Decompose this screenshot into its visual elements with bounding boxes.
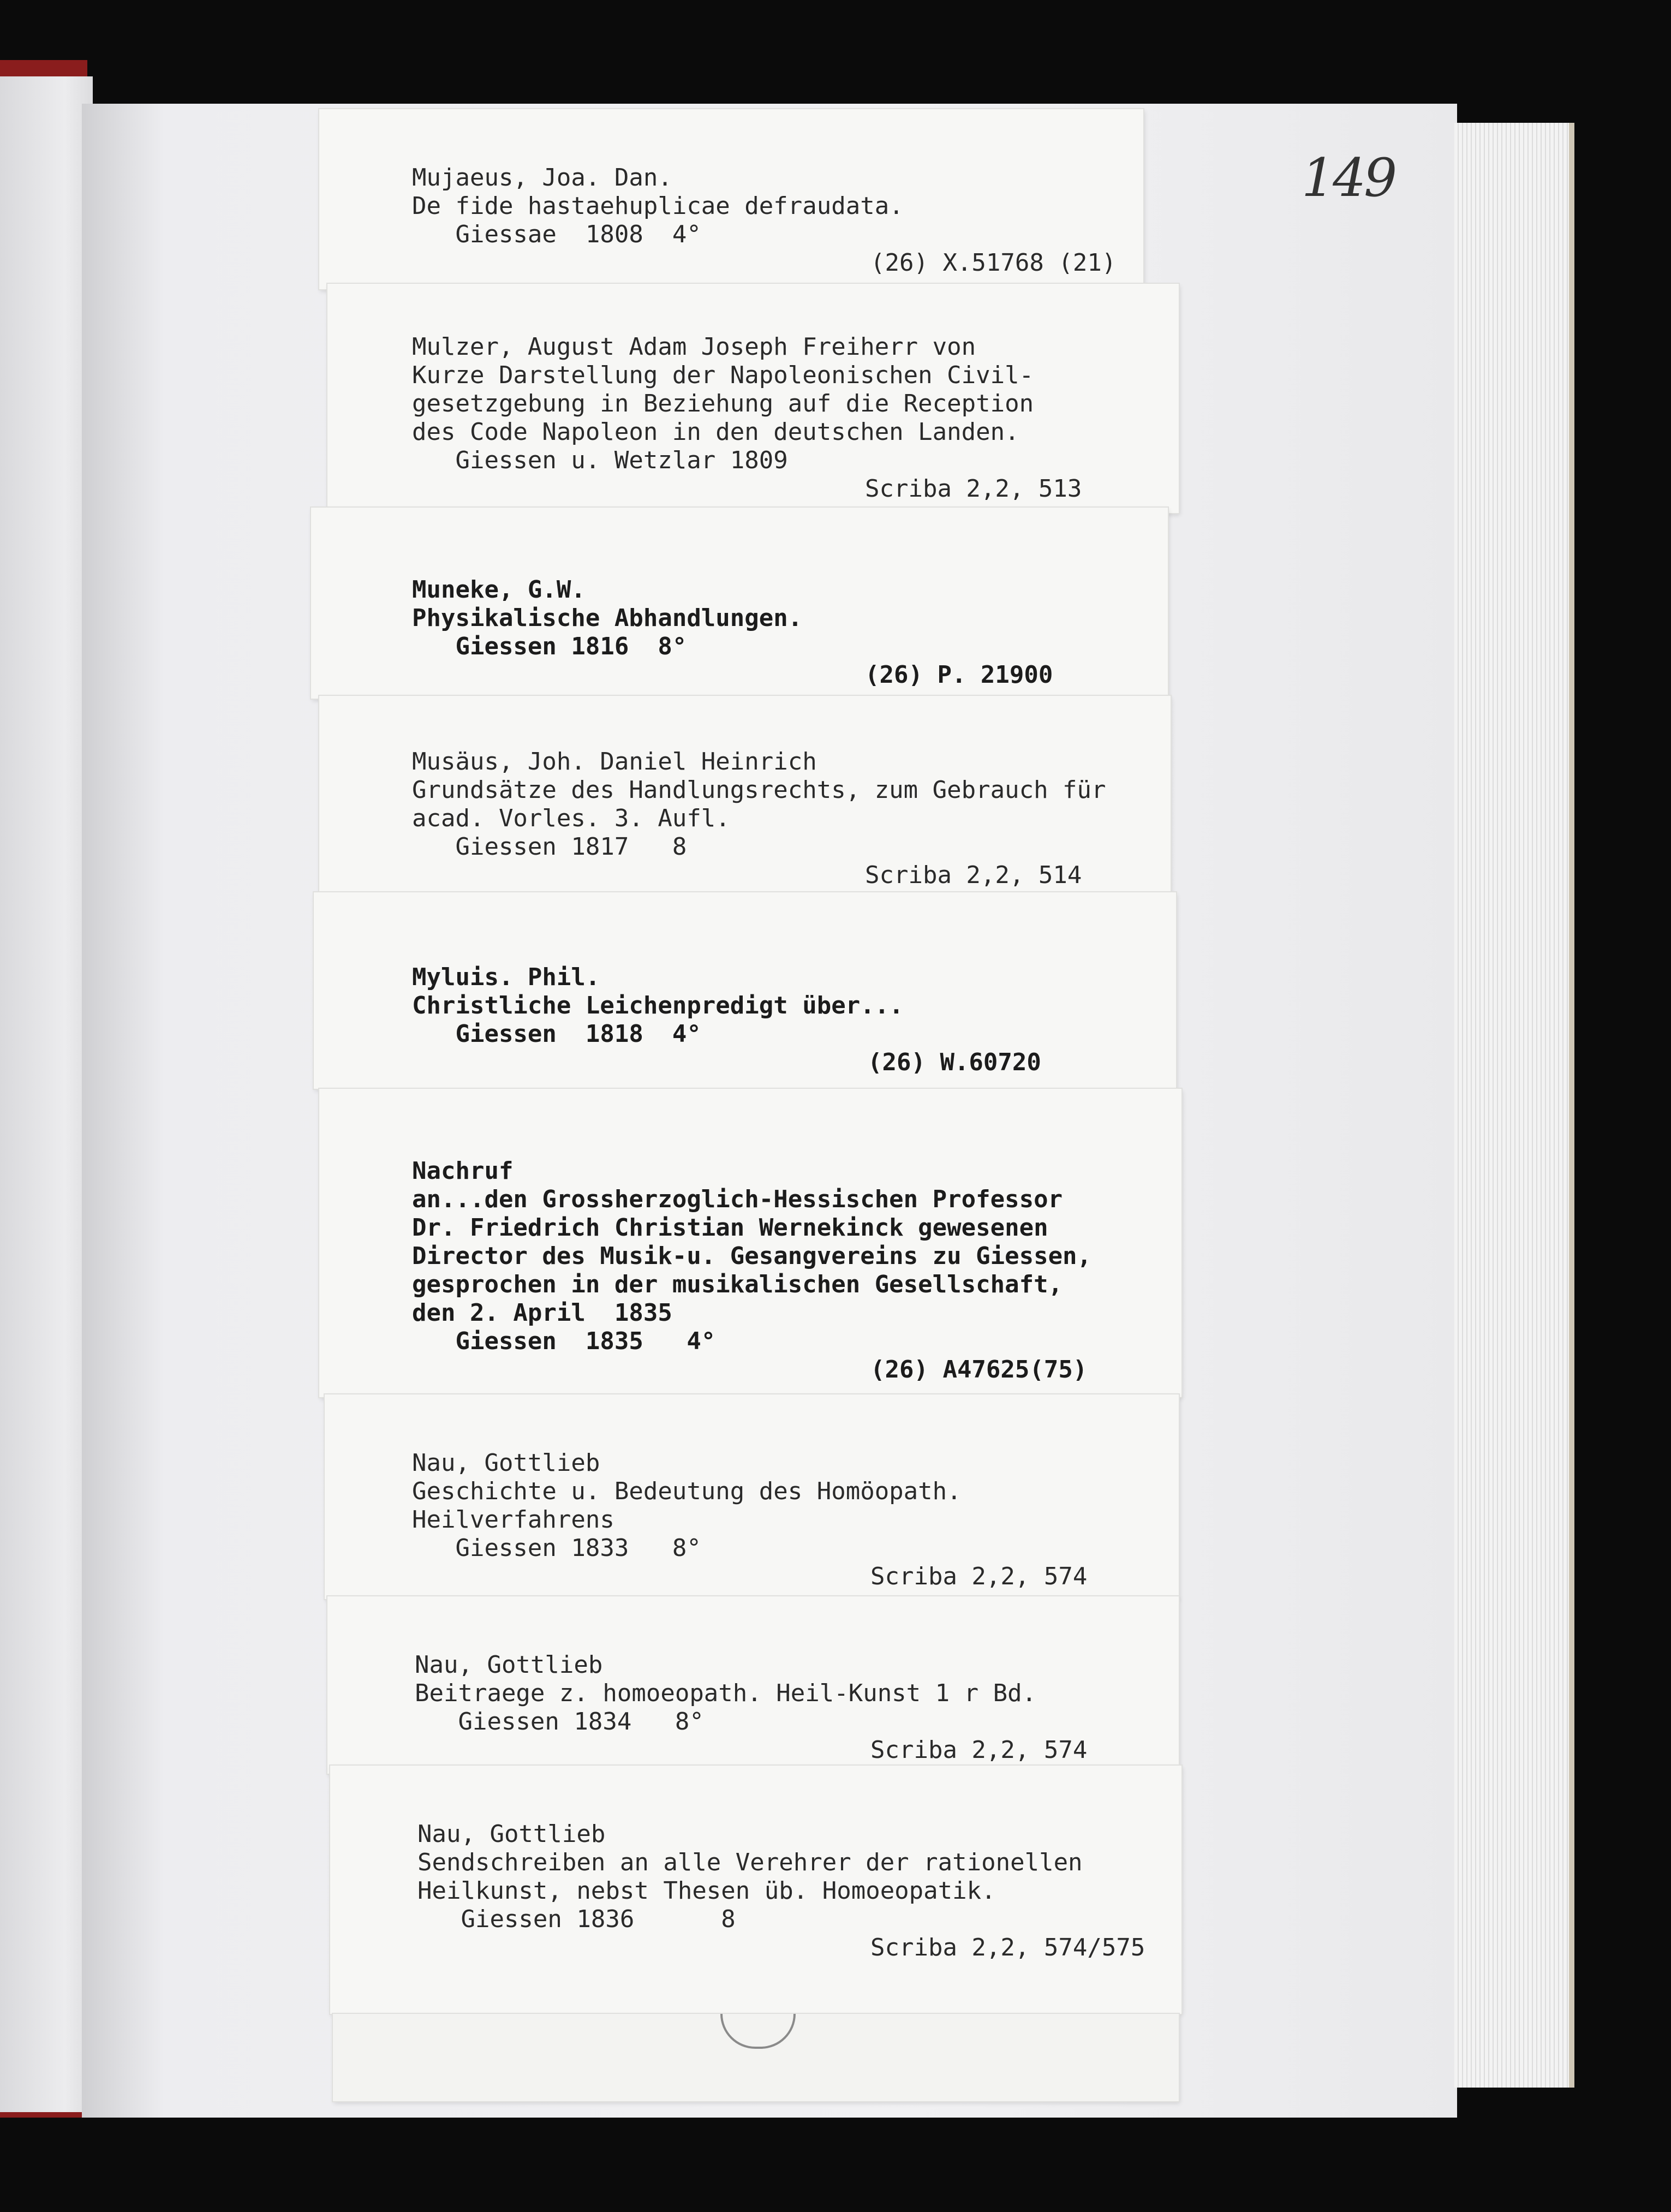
- card-line: Giessen 1818 4°: [412, 1020, 701, 1048]
- catalog-card: [327, 284, 1179, 513]
- page-edges: [1454, 123, 1569, 2088]
- card-line: Heilkunst, nebst Thesen üb. Homoeopatik.: [417, 1877, 996, 1905]
- card-line: Giessen 1836 8: [417, 1905, 736, 1933]
- catalog-card: [314, 892, 1176, 1089]
- card-line: Beitraege z. homoeopath. Heil-Kunst 1 r Bd.: [415, 1679, 1037, 1707]
- card-line: Myluis. Phil.: [412, 963, 600, 991]
- card-line: Giessen 1834 8°: [415, 1708, 704, 1736]
- card-line: Nau, Gottlieb: [412, 1449, 600, 1477]
- folio-number: 149: [1302, 147, 1395, 208]
- card-line: Director des Musik-u. Gesangvereins zu Giessen,: [412, 1242, 1092, 1270]
- card-line: Sendschreiben an alle Verehrer der rationellen: [417, 1849, 1083, 1876]
- catalog-card: [330, 1766, 1181, 2014]
- card-line: an...den Grossherzoglich-Hessischen Professor: [412, 1185, 1063, 1213]
- card-line: Mujaeus, Joa. Dan.: [412, 164, 672, 192]
- card-line: Giessae 1808 4°: [412, 220, 701, 248]
- card-line: Heilverfahrens: [412, 1506, 614, 1534]
- card-line: Giessen 1833 8°: [412, 1534, 701, 1562]
- card-signature: Scriba 2,2, 574: [870, 1563, 1088, 1590]
- card-line: Nau, Gottlieb: [417, 1820, 606, 1848]
- card-line: Physikalische Abhandlungen.: [412, 604, 803, 632]
- card-line: Nachruf: [412, 1157, 514, 1185]
- card-line: Giessen 1816 8°: [412, 633, 687, 660]
- card-line: Mulzer, August Adam Joseph Freiherr von: [412, 333, 976, 361]
- catalog-card: [311, 508, 1168, 699]
- catalog-card: [325, 1394, 1179, 1599]
- card-line: Kurze Darstellung der Napoleonischen Civil-: [412, 361, 1034, 389]
- card-line: Giessen 1835 4°: [412, 1327, 716, 1355]
- card-signature: Scriba 2,2, 514: [865, 861, 1082, 889]
- card-line: Geschichte u. Bedeutung des Homöopath.: [412, 1477, 962, 1505]
- card-line: acad. Vorles. 3. Aufl.: [412, 804, 730, 832]
- catalog-card: [319, 109, 1143, 289]
- card-signature: Scriba 2,2, 574/575: [870, 1934, 1145, 1961]
- catalog-card: [319, 1089, 1181, 1397]
- card-signature: Scriba 2,2, 574: [870, 1736, 1088, 1764]
- card-line: Giessen 1817 8: [412, 833, 687, 861]
- card-line: gesprochen in der musikalischen Gesellschaft,: [412, 1271, 1063, 1298]
- card-line: Christliche Leichenpredigt über...: [412, 992, 904, 1019]
- card-line: Musäus, Joh. Daniel Heinrich: [412, 748, 817, 776]
- card-line: De fide hastaehuplicae defraudata.: [412, 192, 904, 220]
- left-page: [0, 76, 93, 2112]
- card-signature: Scriba 2,2, 513: [865, 475, 1082, 503]
- card-signature: (26) W.60720: [868, 1048, 1041, 1076]
- card-line: gesetzgebung in Beziehung auf die Reception: [412, 390, 1034, 418]
- card-line: des Code Napoleon in den deutschen Landen.: [412, 418, 1019, 446]
- card-line: Giessen u. Wetzlar 1809: [412, 446, 788, 474]
- card-line: Muneke, G.W.: [412, 576, 586, 604]
- card-line: Dr. Friedrich Christian Wernekinck gewesenen: [412, 1214, 1048, 1242]
- catalog-card: [319, 696, 1171, 892]
- catalog-card: [327, 1596, 1179, 1774]
- card-signature: (26) P. 21900: [865, 661, 1053, 689]
- card-line: Grundsätze des Handlungsrechts, zum Gebrauch für: [412, 776, 1106, 804]
- card-signature: (26) X.51768 (21): [870, 249, 1117, 277]
- card-line: Nau, Gottlieb: [415, 1651, 603, 1679]
- card-signature: (26) A47625(75): [870, 1356, 1088, 1384]
- card-line: den 2. April 1835: [412, 1299, 672, 1327]
